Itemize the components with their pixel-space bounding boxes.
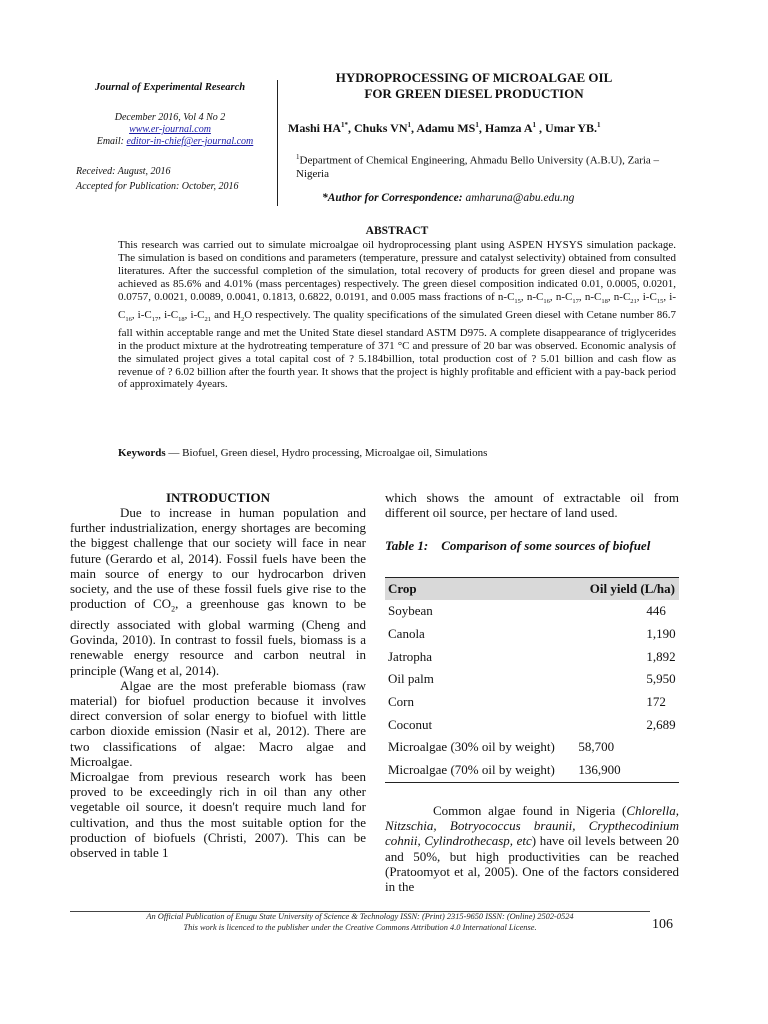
email-label: Email: bbox=[96, 136, 127, 147]
compound: $n-C_{15}$, bbox=[497, 290, 527, 305]
author: Chuks $VN^1$, bbox=[354, 121, 417, 135]
compound: $n-C_{16}$, bbox=[526, 290, 556, 305]
compound: $H_2O$ bbox=[233, 308, 253, 323]
journal-website bbox=[70, 124, 270, 135]
accepted-date: Accepted for Publication: October, 2016 bbox=[76, 181, 239, 192]
header-divider bbox=[277, 80, 278, 206]
crop-cell: Coconut bbox=[388, 716, 433, 732]
column-header-crop: Crop bbox=[385, 578, 558, 601]
received-date: Received: August, 2016 bbox=[76, 166, 171, 177]
crop-cell: Soybean bbox=[388, 603, 433, 619]
crop-cell: Microalgae (30% oil by weight) bbox=[388, 739, 555, 755]
yield-cell: 58,700 bbox=[578, 739, 615, 755]
yield-cell: 136,900 bbox=[558, 759, 679, 782]
yield-cell: 2,689 bbox=[646, 716, 676, 732]
paper-title bbox=[290, 70, 658, 102]
table-row bbox=[385, 736, 679, 759]
yield-cell: 5,950 bbox=[646, 671, 676, 687]
correspondence-email[interactable]: amharuna@abu.edu.ng bbox=[462, 192, 575, 204]
footer-license: This work is licenced to the publisher under the Creative Commons Attribution 4.0 International License. bbox=[183, 923, 537, 932]
yield-cell: 172 bbox=[646, 694, 666, 710]
journal-name: Journal of Experimental Research bbox=[94, 82, 246, 93]
table-row bbox=[385, 759, 679, 782]
yield-cell: 1,892 bbox=[646, 648, 676, 664]
journal-email-link[interactable]: editor-in-chief@er-journal.com bbox=[126, 136, 254, 147]
abstract-text: This research was carried out to simulate microalgae oil hydroprocessing plant using ASPEN HYSYS simulation package. The simulation is based on conditions and parameters (temperature, pressure and catalyst selectivity) obtained from consulted literatures. After the successful completion of the simulation, total recovery of products for green diesel and propane was achieved as 85.6% and 4.01% (mass percentages) respectively. The green diesel composition indicated 0.01, 0.0005, 0.0201, 0.0757, 0.0021, 0.0089, 0.0041, 0.1813, 0.6822, 0.0191, and 0.005 mass fractions of $n-C_{15}$, $n-C_{16}$, $n-C_{17}$, $n-C_{18}$, $n-C_{21}$, $i-C_{15}$, $i-C_{16}$, $i-C_{17}$, $i-C_{18}$, $i-C_{21}$ and $H_2O$ respectively. The quality specifications of the simulated Green diesel with Cetane number 86.7 fall within acceptable range and met the United State diesel standard ASTM D975. A complete disappearance of triglycerides in the product mixture at the hydrotreating temperature of 371 °C and pressure of 20 bar was observed. Economic analysis of the simulated project gives a total capital cost of ? 5.184billion, total production cost of ? 5.01 billion and cash flow as revenue of ? 6.02 billion after the fourth year. It shows that the project is highly profitable and efficient with a pay-back period of approximately 4years. bbox=[118, 239, 677, 391]
keywords-list: — Biofuel, Green diesel, Hydro processing, Microalgae oil, Simulations bbox=[165, 447, 488, 459]
table-caption-label: Table 1: bbox=[385, 538, 429, 553]
journal-issue: December 2016, Vol 4 No 2 bbox=[114, 112, 226, 123]
table-row bbox=[385, 623, 679, 646]
keywords-label: Keywords bbox=[118, 447, 166, 459]
right-column-paragraph-2: Common algae found in Nigeria (Chlorella, Nitzschia, Botryococcus braunii, Crypthecodinium cohnii, Cylindrothecasp, etc) have oil levels between 20 and 50%, but high productivities can be reached (Pratoomyot et al, 2005). One of the factors considered in the bbox=[385, 803, 679, 895]
yield-cell: 446 bbox=[646, 603, 666, 619]
table-row bbox=[385, 668, 679, 691]
oil-yield-table bbox=[385, 577, 679, 783]
journal-website-link[interactable]: www.er-journal.com bbox=[129, 124, 211, 135]
introduction-heading: INTRODUCTION bbox=[165, 490, 270, 505]
compound: $i-C_{15}$, bbox=[642, 290, 670, 305]
crop-cell: Oil palm bbox=[388, 671, 434, 687]
keywords bbox=[118, 447, 676, 459]
table-caption-text: Comparison of some sources of biofuel bbox=[441, 538, 651, 553]
correspondence-label: *Author for Correspondence: bbox=[322, 192, 463, 204]
crop-cell: Corn bbox=[388, 694, 414, 710]
crop-cell: Canola bbox=[388, 626, 425, 642]
journal-email bbox=[70, 136, 280, 147]
abstract-heading: ABSTRACT bbox=[365, 225, 429, 237]
table-row bbox=[385, 645, 679, 668]
intro-paragraph-3: Microalgae from previous research work has been proved to be exceedingly rich in oil than any other vegetable oil source, it doesn't require much land for cultivation, and thus the most suitable option for the production of biofuels (Christi, 2007). This can be observed in table 1 bbox=[70, 769, 366, 861]
table-row bbox=[385, 713, 679, 736]
author: Mashi $HA^{1*}$, bbox=[288, 121, 355, 135]
intro-paragraph-2: Algae are the most preferable biomass (raw material) for biofuel production because it involves direct conversion of solar energy to biofuel with little carbon dioxide emission (Nasir et al, 2012). There are two classifications of algae: Macro algae and Microalgae. bbox=[70, 677, 366, 769]
author-list bbox=[288, 121, 668, 136]
compound: $i-C_{17}$, bbox=[137, 308, 165, 323]
table-row bbox=[385, 600, 679, 623]
correspondence bbox=[322, 192, 672, 204]
paper-title-line-2: FOR GREEN DIESEL PRODUCTION bbox=[364, 86, 584, 101]
yield-cell: 1,190 bbox=[646, 626, 676, 642]
paper-title-line-1: HYDROPROCESSING OF MICROALGAE OIL bbox=[335, 70, 613, 85]
compound: $i-C_{21}$ and bbox=[190, 308, 234, 323]
right-column-paragraph-1: which shows the amount of extractable oil from different oil source, per hectare of land used. bbox=[385, 490, 679, 521]
table-header-row bbox=[385, 578, 679, 601]
intro-paragraph-1: Due to increase in human population and further industrialization, energy shortages are becoming the biggest challenge that our society will face in near future (Gerardo et al, 2014). Fossil fuels have been the main source of energy to our hydrocarbon driven society, and the use of these fossil fuels give rise to the production of $CO_2$, a greenhouse gas known to be directly associated with global warming (Cheng and Govinda, 2010). In contrast to fossil fuels, biomass is a renewable energy resource and carbon neutral in principle (Wang et al, 2014). bbox=[70, 505, 366, 678]
compound: $i-C_{16}$, bbox=[118, 290, 677, 323]
column-header-oil-yield: Oil yield (L/ha) bbox=[558, 578, 679, 601]
affiliation: $^1$Department of Chemical Engineering, Ahmadu Bello University (A.B.U), Zaria –Nigeria bbox=[296, 153, 660, 180]
compound: $n-C_{17}$, bbox=[555, 290, 585, 305]
author: Umar YB.$^1$ bbox=[545, 121, 601, 135]
page-number: 106 bbox=[652, 917, 673, 932]
author: Adamu $MS^1$, bbox=[416, 121, 485, 135]
footer-publication-info: An Official Publication of Enugu State University of Science & Technology ISSN: (Print) 2315-9650 ISSN: (Online) 2502-0524 bbox=[146, 912, 574, 921]
author: Hamza $A^1$ , bbox=[484, 121, 546, 135]
compound: $i-C_{18}$, bbox=[164, 308, 191, 323]
table-caption bbox=[385, 538, 679, 554]
left-column bbox=[70, 505, 366, 860]
algae-species: Chlorella, Nitzschia, Botryococcus braunii, Crypthecodinium cohnii, Cylindrothecasp, etc bbox=[385, 803, 679, 849]
crop-cell: Jatropha bbox=[388, 648, 433, 664]
compound: $n-C_{21}$, bbox=[613, 290, 643, 305]
compound: $n-C_{18}$, bbox=[584, 290, 614, 305]
crop-cell: Microalgae (70% oil by weight) bbox=[385, 759, 558, 782]
table-row bbox=[385, 691, 679, 714]
